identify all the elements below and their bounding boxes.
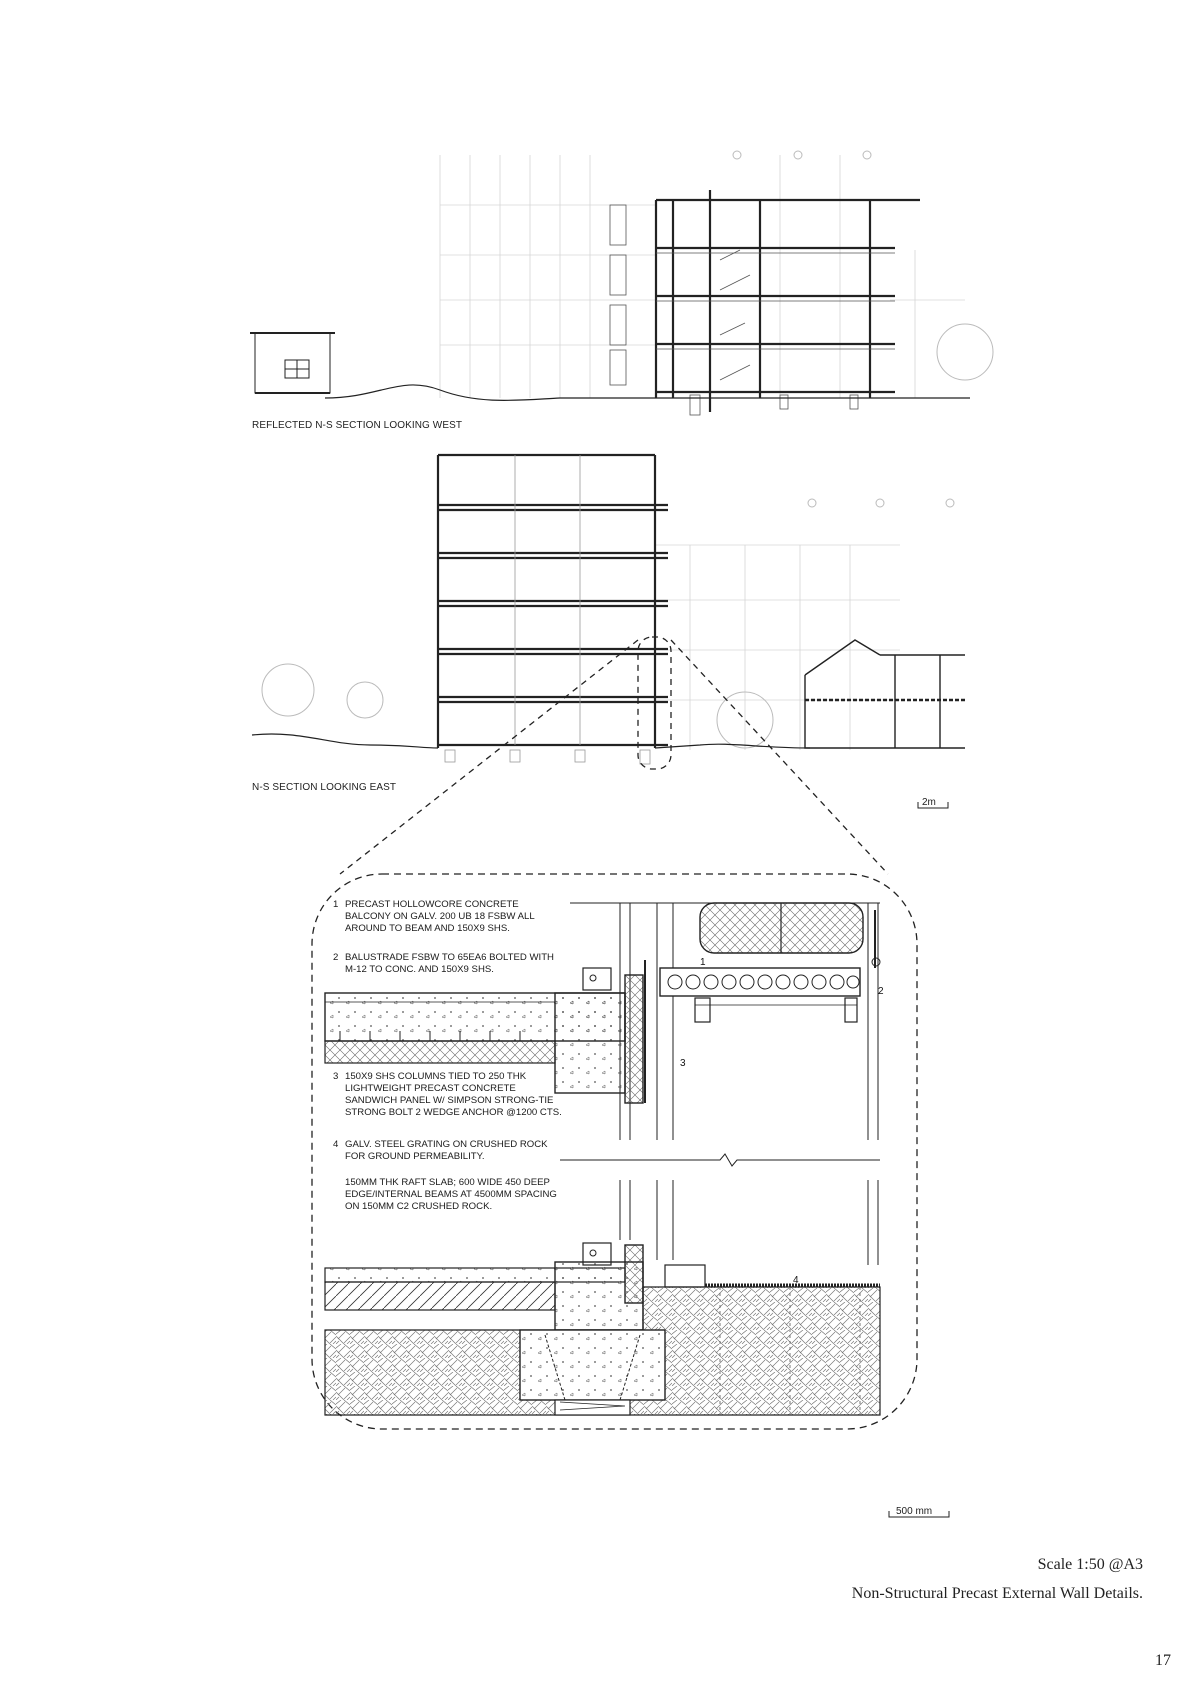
note-3: 3 150X9 SHS COLUMNS TIED TO 250 THK LIGHTWEIGHT PRECAST CONCRETE SANDWICH PANEL W/ SIMPSON STRONG-TIE STRONG BOLT 2 WEDGE ANCHOR @1200 CTS. bbox=[333, 1071, 562, 1118]
upper-section-drawing bbox=[250, 151, 993, 415]
callout-3: 3 bbox=[680, 1058, 686, 1069]
note-4: 4 GALV. STEEL GRATING ON CRUSHED ROCK FOR GROUND PERMEABILITY. bbox=[333, 1139, 548, 1162]
lower-section-drawing bbox=[252, 455, 965, 764]
footer-title: Non-Structural Precast External Wall Details. bbox=[851, 1585, 1143, 1602]
note-raft-slab: 150MM THK RAFT SLAB; 600 WIDE 450 DEEP EDGE/INTERNAL BEAMS AT 4500MM SPACING ON 150MM C2 CRUSHED ROCK. bbox=[345, 1177, 557, 1212]
upper-section-caption: REFLECTED N-S SECTION LOOKING WEST bbox=[252, 420, 463, 431]
callout-4: 4 bbox=[793, 1275, 799, 1286]
page-number: 17 bbox=[1155, 1652, 1171, 1669]
note-2: 2 BALUSTRADE FSBW TO 65EA6 BOLTED WITH M-12 TO CONC. AND 150X9 SHS. bbox=[333, 952, 554, 975]
callout-2: 2 bbox=[878, 986, 884, 997]
scale-bar-detail-label: 500 mm bbox=[896, 1506, 933, 1517]
detail-callout bbox=[340, 637, 888, 874]
callout-1: 1 bbox=[700, 957, 706, 968]
scale-bar-top-label: 2m bbox=[922, 797, 936, 808]
lower-section-caption: N-S SECTION LOOKING EAST bbox=[252, 782, 397, 793]
note-1: 1 PRECAST HOLLOWCORE CONCRETE BALCONY ON GALV. 200 UB 18 FSBW ALL AROUND TO BEAM AND 150X9 SHS. bbox=[333, 899, 535, 934]
footer-scale: Scale 1:50 @A3 bbox=[1037, 1556, 1143, 1573]
detail-notes bbox=[333, 899, 565, 1231]
